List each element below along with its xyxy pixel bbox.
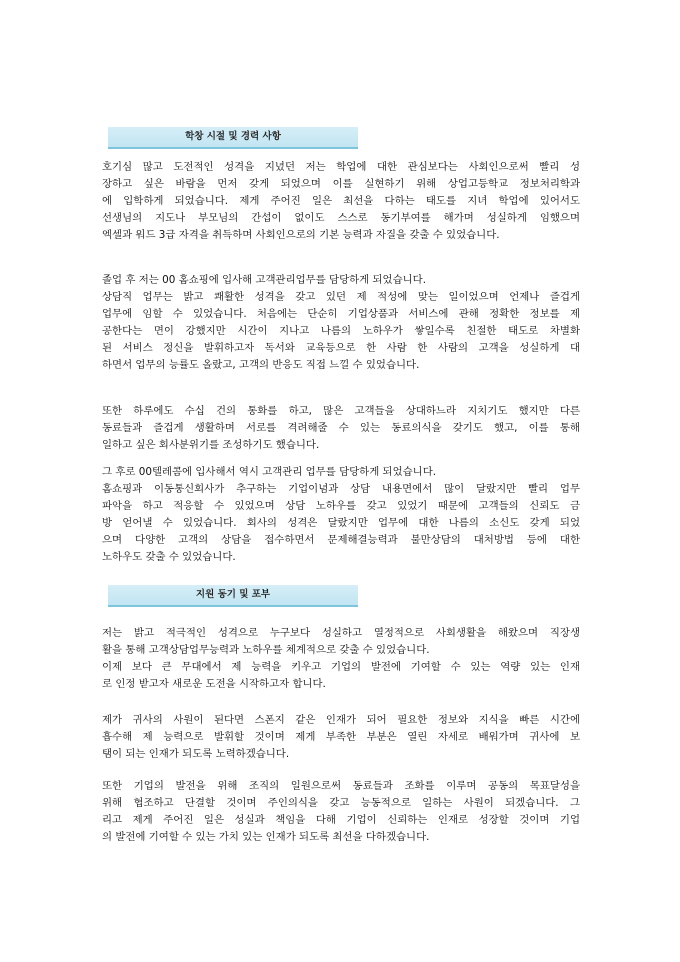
section-heading-motivation: 지원 동기 및 포부 [108,585,358,607]
text-line: 하면서 업무의 능률도 올랐고, 고객의 반응도 직접 느낄 수 있었습니다. [102,359,420,371]
paragraph [102,712,580,763]
text-line: 선생님의 지도나 부모님의 간섭이 없이도 스스로 동기부여를 해가며 성실하게 임했으며 [102,212,580,224]
text-line: 노하우도 갖출 수 있었습니다. [102,551,236,563]
text-line: 흡수해 제 능력으로 발휘할 것이며 제게 부족한 부분은 열린 자세로 배워가며 귀사에 보 [102,731,580,743]
text-line: 졸업 후 저는 00 홈쇼핑에 입사해 고객관리업무를 담당하게 되었습니다. [102,274,426,286]
paragraph [102,403,580,454]
text-line: 공한다는 면이 강했지만 시간이 지나고 나름의 노하우가 쌓일수록 친절한 태도로 차별화 [102,325,580,337]
text-line: 이제 보다 큰 무대에서 제 능력을 키우고 기업의 발전에 기여할 수 있는 역량 있는 인재 [102,661,580,673]
text-line: 업무에 임할 수 있었습니다. 처음에는 단순히 기업상품과 서비스에 관해 정확한 정보를 제 [102,308,580,320]
text-line: 홈쇼핑과 이동통신회사가 추구하는 기업이념과 상담 내용면에서 많이 달랐지만 빨리 업무 [102,483,580,495]
text-line: 일하고 싶은 회사분위기를 조성하기도 했습니다. [102,439,320,451]
text-line: 활을 통해 고객상담업무능력과 노하우를 체계적으로 갖출 수 있었습니다. [102,644,430,656]
text-line: 엑셀과 워드 3급 자격을 취득하며 사회인으로의 기본 능력과 자질을 갖출 수 있었습니다. [102,229,500,241]
text-line: 로 인정 받고자 새로운 도전을 시작하고자 합니다. [102,678,326,690]
text-line: 방 얻어낼 수 있었습니다. 회사의 성격은 달랐지만 업무에 대한 나름의 소신도 갖게 되었 [102,517,580,529]
text-line: 그 후로 00텔레콤에 입사해서 역시 고객관리 업무를 담당하게 되었습니다. [102,466,437,478]
text-line: 제가 귀사의 사원이 된다면 스폰지 같은 인재가 되어 필요한 정보와 지식을 빠른 시간에 [102,714,580,726]
text-line: 위해 협조하고 단결할 것이며 주인의식을 갖고 능동적으로 일하는 사원이 되겠습니다. 그 [102,797,580,809]
text-line: 으며 다양한 고객의 상담을 접수하면서 문제해결능력과 불만상담의 대처방법 등에 대한 [102,534,580,546]
text-line: 의 발전에 기여할 수 있는 가치 있는 인재가 되도록 최선을 다하겠습니다. [102,831,430,843]
section-heading-career: 학창 시절 및 경력 사항 [108,127,358,149]
paragraph [102,778,580,846]
paragraph [102,272,580,374]
text-line: 리고 제게 주어진 일은 성실과 책임을 다해 기업이 신뢰하는 인재로 성장할 것이며 기업 [102,814,580,826]
text-line: 동료들과 즐겁게 생활하며 서로를 격려해줄 수 있는 동료의식을 갖기도 했고, 이를 통해 [102,422,580,434]
paragraph [102,625,580,693]
text-line: 저는 밝고 적극적인 성격으로 누구보다 성실하고 열정적으로 사회생활을 해왔으며 직장생 [102,627,580,639]
text-line: 또한 기업의 발전을 위해 조직의 일원으로써 동료들과 조화를 이루며 공동의 목표달성을 [102,780,580,792]
text-line: 상담직 업무는 밝고 쾌활한 성격을 갖고 있던 제 적성에 맞는 일이었으며 언제나 즐겁게 [102,291,580,303]
text-line: 호기심 많고 도전적인 성격을 지녔던 저는 학업에 대한 관심보다는 사회인으로써 빨리 성 [102,161,580,173]
text-line: 장하고 싶은 바람을 먼저 갖게 되었으며 이를 실현하기 위해 상업고등학교 정보처리학과 [102,178,580,190]
text-line: 된 서비스 정신을 발휘하고자 독서와 교육등으로 한 사람 한 사람의 고객을 성실하게 대 [102,342,580,354]
text-line: 에 입학하게 되었습니다. 제게 주어진 일은 최선을 다하는 태도를 지녀 학업에 있어서도 [102,195,580,207]
text-line: 탬이 되는 인재가 되도록 노력하겠습니다. [102,748,290,760]
paragraph [102,159,580,244]
text-line: 파악을 하고 적응할 수 있었으며 상담 노하우를 갖고 있었기 때문에 고객들의 신뢰도 금 [102,500,580,512]
paragraph [102,464,580,566]
text-line: 또한 하루에도 수십 건의 통화를 하고, 많은 고객들을 상대하느라 지치기도 했지만 다른 [102,405,580,417]
